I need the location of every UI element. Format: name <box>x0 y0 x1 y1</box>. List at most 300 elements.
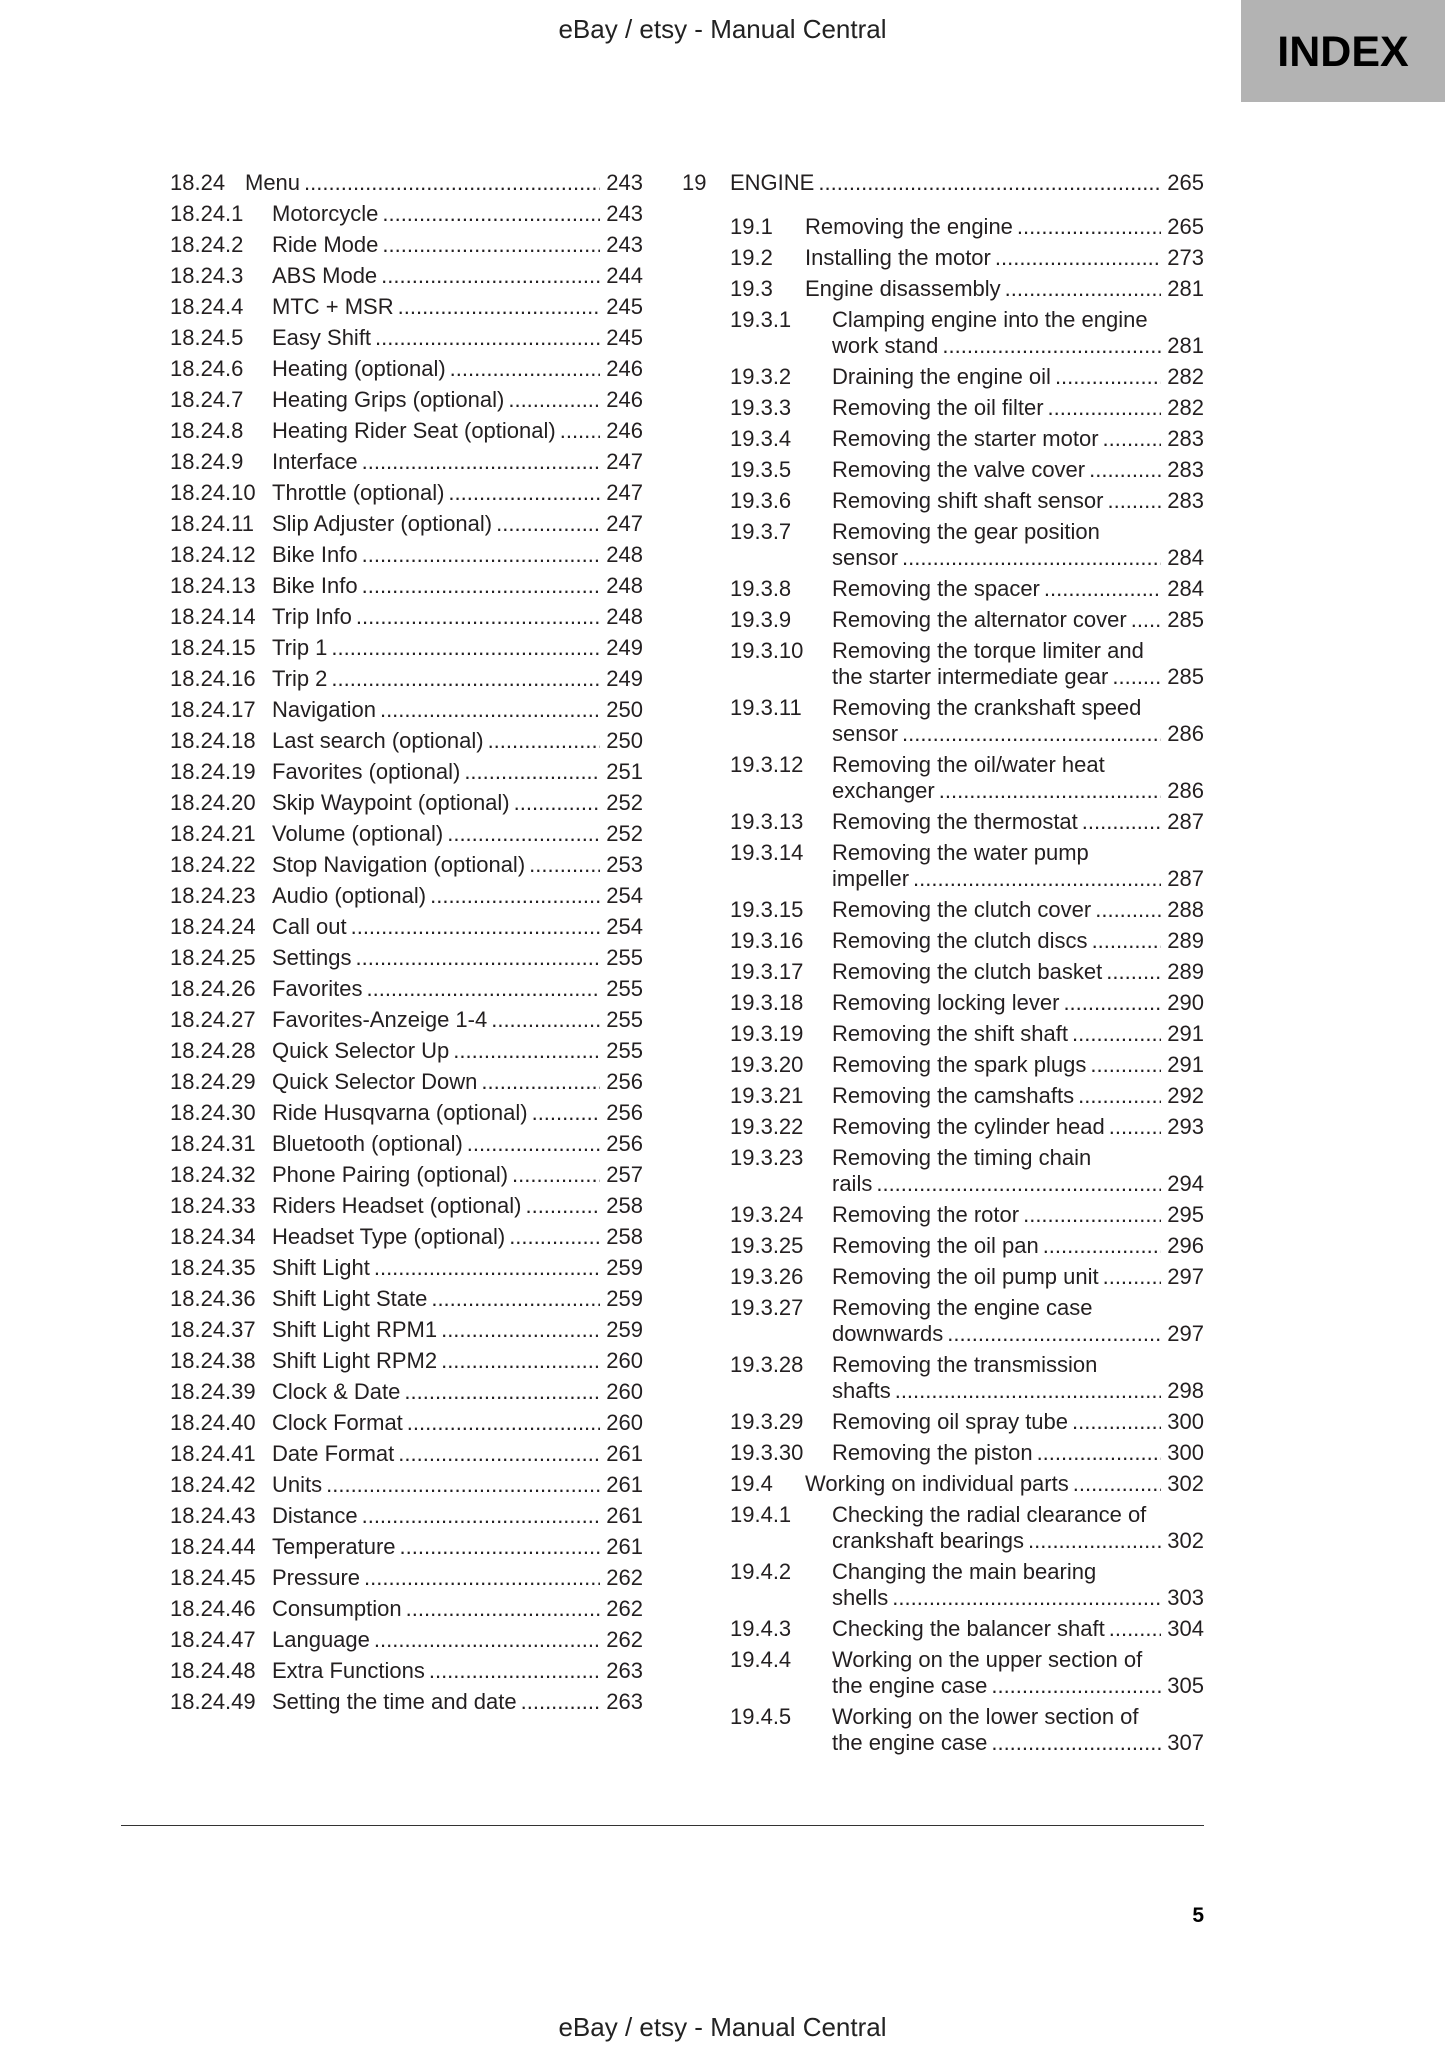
index-entry <box>730 1233 1204 1259</box>
entry-title: Distance <box>272 1503 358 1528</box>
entry-line <box>832 1114 1204 1140</box>
entry-line <box>272 573 643 599</box>
entry-title: shells <box>832 1585 889 1610</box>
entry-page: 263 <box>606 1689 643 1714</box>
entry-line <box>272 1503 643 1529</box>
entry-line <box>272 1534 643 1560</box>
entry-body <box>272 1348 643 1374</box>
entry-title: Removing the spacer <box>832 576 1040 601</box>
entry-body <box>832 364 1204 390</box>
entry-body <box>272 542 643 568</box>
entry-page: 283 <box>1167 488 1204 513</box>
entry-line <box>832 695 1204 721</box>
entry-body <box>272 294 643 320</box>
entry-body <box>272 201 643 227</box>
index-entry <box>170 821 643 847</box>
entry-title: Easy Shift <box>272 325 372 350</box>
entry-page: 281 <box>1167 333 1204 358</box>
index-entry <box>730 1647 1204 1699</box>
dot-leader <box>1037 1440 1162 1466</box>
entry-line <box>272 1658 643 1684</box>
entry-number: 19 <box>682 170 707 195</box>
entry-title: Removing the water pump <box>832 840 1089 865</box>
index-entry <box>730 457 1204 483</box>
entry-line <box>832 1704 1204 1730</box>
entry-title: ENGINE <box>730 170 815 195</box>
entry-title: Ride Mode <box>272 232 379 257</box>
entry-page: 297 <box>1167 1264 1204 1289</box>
entry-number: 19.3.17 <box>730 959 804 984</box>
entry-page: 282 <box>1167 364 1204 389</box>
entry-body <box>832 1647 1204 1699</box>
index-entry <box>170 263 643 289</box>
entry-page: 284 <box>1167 576 1204 601</box>
dot-leader <box>1072 1409 1161 1435</box>
entry-title: Phone Pairing (optional) <box>272 1162 509 1187</box>
entry-body <box>832 519 1204 571</box>
dot-leader <box>356 945 601 971</box>
entry-page: 246 <box>606 356 643 381</box>
entry-page: 260 <box>606 1379 643 1404</box>
dot-leader <box>496 511 600 537</box>
entry-number: 19.3.2 <box>730 364 792 389</box>
index-entry <box>730 1202 1204 1228</box>
entry-number: 19.3.24 <box>730 1202 804 1227</box>
dot-leader <box>521 1689 601 1715</box>
entry-number: 18.24.24 <box>170 914 256 939</box>
entry-title: shafts <box>832 1378 891 1403</box>
entry-body <box>832 1021 1204 1047</box>
entry-number: 18.24.5 <box>170 325 244 350</box>
entry-body <box>272 573 643 599</box>
dot-leader <box>1082 809 1162 835</box>
index-entry <box>170 945 643 971</box>
dot-leader <box>1103 1264 1162 1290</box>
index-entry <box>170 1038 643 1064</box>
entry-page: 247 <box>606 480 643 505</box>
entry-line <box>272 1441 643 1467</box>
entry-line <box>832 1083 1204 1109</box>
entry-number: 18.24.16 <box>170 666 256 691</box>
entry-line <box>272 852 643 878</box>
entry-line <box>272 511 643 537</box>
entry-number: 19.4.5 <box>730 1704 792 1729</box>
entry-body <box>272 914 643 940</box>
entry-number: 19.3.7 <box>730 519 792 544</box>
index-entry <box>730 1264 1204 1290</box>
index-entry <box>730 488 1204 514</box>
entry-line <box>272 635 643 661</box>
entry-number: 18.24.25 <box>170 945 256 970</box>
entry-title: Checking the radial clearance of <box>832 1502 1147 1527</box>
entry-line <box>805 245 1204 271</box>
dot-leader <box>398 294 601 320</box>
entry-title: Removing the oil pump unit <box>832 1264 1099 1289</box>
dot-leader <box>512 1162 600 1188</box>
entry-page: 255 <box>606 1007 643 1032</box>
entry-line <box>832 1352 1204 1378</box>
entry-line <box>832 395 1204 421</box>
index-entry <box>170 480 643 506</box>
entry-line <box>272 1007 643 1033</box>
entry-title: Audio (optional) <box>272 883 427 908</box>
entry-line <box>272 1379 643 1405</box>
entry-number: 18.24.30 <box>170 1100 256 1125</box>
entry-page: 286 <box>1167 721 1204 746</box>
dot-leader <box>509 1224 600 1250</box>
entry-body <box>832 1409 1204 1435</box>
entry-title: Removing the valve cover <box>832 457 1086 482</box>
entry-number: 19.3.18 <box>730 990 804 1015</box>
dot-leader <box>1131 607 1162 633</box>
entry-page: 263 <box>606 1658 643 1683</box>
entry-page: 265 <box>1167 214 1204 239</box>
entry-title: Removing the shift shaft <box>832 1021 1069 1046</box>
entry-line <box>272 418 643 444</box>
entry-number: 18.24.15 <box>170 635 256 660</box>
entry-line <box>832 638 1204 664</box>
entry-page: 291 <box>1167 1052 1204 1077</box>
entry-title: Bluetooth (optional) <box>272 1131 463 1156</box>
entry-number: 19.3.29 <box>730 1409 804 1434</box>
entry-body <box>832 395 1204 421</box>
entry-number: 18.24.39 <box>170 1379 256 1404</box>
entry-title: Removing the spark plugs <box>832 1052 1087 1077</box>
entry-title: Headset Type (optional) <box>272 1224 506 1249</box>
entry-body <box>272 1069 643 1095</box>
entry-page: 297 <box>1167 1321 1204 1346</box>
entry-body <box>832 1502 1204 1554</box>
entry-title: Removing the gear position <box>832 519 1100 544</box>
entry-page: 289 <box>1167 928 1204 953</box>
entry-title: Call out <box>272 914 347 939</box>
dot-leader <box>1055 364 1161 390</box>
page-number: 5 <box>1192 1904 1204 1927</box>
dot-leader <box>362 1503 601 1529</box>
index-entry <box>730 752 1204 804</box>
dot-leader <box>366 976 600 1002</box>
entry-title: Ride Husqvarna (optional) <box>272 1100 528 1125</box>
entry-page: 262 <box>606 1596 643 1621</box>
entry-number: 18.24.45 <box>170 1565 256 1590</box>
dot-leader <box>1090 1052 1161 1078</box>
entry-line <box>832 1021 1204 1047</box>
index-entry <box>730 1704 1204 1756</box>
entry-title: Removing the alternator cover <box>832 607 1127 632</box>
entry-number: 19.4.4 <box>730 1647 792 1672</box>
page-footer: eBay / etsy - Manual Central <box>558 2012 887 2042</box>
entry-page: 303 <box>1167 1585 1204 1610</box>
entry-number: 19.3.27 <box>730 1295 804 1320</box>
entry-body <box>272 604 643 630</box>
entry-page: 247 <box>606 511 643 536</box>
entry-line <box>832 1295 1204 1321</box>
dot-leader <box>374 1255 600 1281</box>
entry-body <box>832 1264 1204 1290</box>
entry-body <box>805 245 1204 271</box>
dot-leader <box>991 1673 1161 1699</box>
dot-leader <box>362 449 601 475</box>
entry-title: Trip 2 <box>272 666 328 691</box>
entry-line <box>272 945 643 971</box>
index-entry <box>170 356 643 382</box>
dot-leader <box>939 778 1162 804</box>
entry-body <box>272 1131 643 1157</box>
entry-title: Quick Selector Up <box>272 1038 450 1063</box>
entry-title: Removing the clutch discs <box>832 928 1088 953</box>
index-entry <box>170 1441 643 1467</box>
entry-number: 18.24.19 <box>170 759 256 784</box>
entry-page: 283 <box>1167 457 1204 482</box>
entry-page: 273 <box>1167 245 1204 270</box>
entry-line <box>832 778 1204 804</box>
entry-number: 18.24.47 <box>170 1627 256 1652</box>
dot-leader <box>453 1038 600 1064</box>
entry-number: 19.3.12 <box>730 752 804 777</box>
entry-number: 18.24.35 <box>170 1255 256 1280</box>
index-entry <box>730 1145 1204 1197</box>
entry-number: 18.24.9 <box>170 449 244 474</box>
entry-line <box>832 752 1204 778</box>
entry-line <box>272 1596 643 1622</box>
entry-line <box>832 1321 1204 1347</box>
index-entry <box>730 840 1204 892</box>
index-entry <box>730 1440 1204 1466</box>
entry-number: 18.24.3 <box>170 263 244 288</box>
entry-title: MTC + MSR <box>272 294 394 319</box>
entry-line <box>832 519 1204 545</box>
entry-number: 19.3.30 <box>730 1440 804 1465</box>
dot-leader <box>398 1441 600 1467</box>
entry-number: 18.24.7 <box>170 387 244 412</box>
entry-title: Removing the engine <box>805 214 1013 239</box>
entry-title: the engine case <box>832 1673 988 1698</box>
dot-leader <box>1112 664 1161 690</box>
entry-number: 18.24.34 <box>170 1224 256 1249</box>
entry-line <box>272 914 643 940</box>
entry-page: 285 <box>1167 664 1204 689</box>
entry-body <box>272 635 643 661</box>
entry-number: 18.24.20 <box>170 790 256 815</box>
index-entry <box>170 449 643 475</box>
entry-page: 290 <box>1167 990 1204 1015</box>
entry-line <box>272 697 643 723</box>
index-entry <box>730 519 1204 571</box>
entry-title: Removing the rotor <box>832 1202 1020 1227</box>
entry-body <box>272 1286 643 1312</box>
entry-body <box>832 638 1204 690</box>
entry-number: 18.24.2 <box>170 232 244 257</box>
entry-title: impeller <box>832 866 910 891</box>
entry-page: 256 <box>606 1100 643 1125</box>
dot-leader <box>362 542 601 568</box>
entry-page: 245 <box>606 294 643 319</box>
entry-number: 19.3.3 <box>730 395 792 420</box>
entry-body <box>272 1162 643 1188</box>
entry-line <box>832 928 1204 954</box>
dot-leader <box>942 333 1161 359</box>
entry-body <box>832 1295 1204 1347</box>
entry-title: Installing the motor <box>805 245 991 270</box>
index-entry <box>170 573 643 599</box>
entry-title: Clock & Date <box>272 1379 401 1404</box>
entry-page: 255 <box>606 945 643 970</box>
entry-line <box>832 488 1204 514</box>
entry-title: Stop Navigation (optional) <box>272 852 526 877</box>
entry-number: 18.24.31 <box>170 1131 256 1156</box>
entry-title: Changing the main bearing <box>832 1559 1097 1584</box>
entry-body <box>272 1193 643 1219</box>
page-header: eBay / etsy - Manual Central <box>558 14 887 44</box>
index-entry <box>170 1193 643 1219</box>
entry-body <box>832 1202 1204 1228</box>
entry-page: 285 <box>1167 607 1204 632</box>
entry-line <box>272 263 643 289</box>
dot-leader <box>407 1410 600 1436</box>
entry-body <box>272 852 643 878</box>
entry-title: Bike Info <box>272 573 358 598</box>
entry-body <box>272 325 643 351</box>
index-entry <box>730 1114 1204 1140</box>
entry-line <box>272 1689 643 1715</box>
entry-number: 18.24.38 <box>170 1348 256 1373</box>
index-entry <box>170 1410 643 1436</box>
entry-number: 19.3.4 <box>730 426 792 451</box>
entry-title: Removing the clutch basket <box>832 959 1103 984</box>
dot-leader <box>1028 1528 1161 1554</box>
entry-line <box>832 607 1204 633</box>
entry-body <box>272 728 643 754</box>
entry-line <box>832 840 1204 866</box>
entry-body <box>272 883 643 909</box>
entry-page: 258 <box>606 1224 643 1249</box>
index-entry <box>170 1007 643 1033</box>
entry-title: Setting the time and date <box>272 1689 517 1714</box>
entry-title: crankshaft bearings <box>832 1528 1024 1553</box>
entry-title: Removing the cylinder head <box>832 1114 1105 1139</box>
entry-number: 19.3.15 <box>730 897 804 922</box>
entry-body <box>832 809 1204 835</box>
entry-title: Trip 1 <box>272 635 328 660</box>
index-entry <box>170 1472 643 1498</box>
entry-title: sensor <box>832 545 899 570</box>
dot-leader <box>448 480 600 506</box>
entry-number: 19.3.21 <box>730 1083 804 1108</box>
entry-title: ABS Mode <box>272 263 378 288</box>
index-entry <box>730 364 1204 390</box>
entry-number: 19.4.2 <box>730 1559 792 1584</box>
entry-title: Removing oil spray tube <box>832 1409 1069 1434</box>
dot-leader <box>1048 395 1162 421</box>
entry-page: 300 <box>1167 1409 1204 1434</box>
entry-number: 18.24.36 <box>170 1286 256 1311</box>
index-entry <box>170 666 643 692</box>
index-entry <box>170 976 643 1002</box>
entry-title: Favorites-Anzeige 1-4 <box>272 1007 488 1032</box>
entry-number: 19.3.23 <box>730 1145 804 1170</box>
entry-title: the engine case <box>832 1730 988 1755</box>
entry-title: Temperature <box>272 1534 396 1559</box>
entry-body <box>272 976 643 1002</box>
entry-page: 287 <box>1167 809 1204 834</box>
entry-page: 246 <box>606 418 643 443</box>
entry-title: Throttle (optional) <box>272 480 445 505</box>
entry-body <box>272 1565 643 1591</box>
index-column-left <box>170 170 643 1720</box>
entry-number: 19.3.9 <box>730 607 792 632</box>
entry-page: 295 <box>1167 1202 1204 1227</box>
entry-body <box>272 1472 643 1498</box>
entry-body <box>272 232 643 258</box>
chapter-entry <box>682 170 1204 196</box>
entry-page: 259 <box>606 1317 643 1342</box>
index-entry <box>730 1616 1204 1642</box>
index-entry <box>170 1534 643 1560</box>
index-entry <box>170 759 643 785</box>
entry-body <box>832 695 1204 747</box>
index-entry <box>170 635 643 661</box>
entry-line <box>272 1627 643 1653</box>
entry-number: 18.24.4 <box>170 294 244 319</box>
entry-page: 243 <box>606 201 643 226</box>
entry-title: Pressure <box>272 1565 361 1590</box>
index-entry <box>170 387 643 413</box>
entry-line <box>832 1502 1204 1528</box>
entry-title: Shift Light RPM2 <box>272 1348 438 1373</box>
index-entry <box>170 728 643 754</box>
dot-leader <box>1109 1616 1162 1642</box>
dot-leader <box>404 1379 600 1405</box>
dot-leader <box>431 1286 600 1312</box>
entry-line <box>832 1202 1204 1228</box>
index-entry <box>730 928 1204 954</box>
dot-leader <box>400 1534 601 1560</box>
entry-body <box>272 1410 643 1436</box>
entry-title: sensor <box>832 721 899 746</box>
index-entry <box>730 809 1204 835</box>
entry-line <box>832 990 1204 1016</box>
dot-leader <box>382 201 600 227</box>
entry-body <box>832 897 1204 923</box>
entry-page: 252 <box>606 821 643 846</box>
entry-page: 286 <box>1167 778 1204 803</box>
entry-line <box>272 356 643 382</box>
entry-page: 287 <box>1167 866 1204 891</box>
entry-number: 18.24.13 <box>170 573 256 598</box>
entry-body <box>832 1083 1204 1109</box>
dot-leader <box>362 573 601 599</box>
entry-body <box>832 990 1204 1016</box>
dot-leader <box>1073 1471 1162 1497</box>
dot-leader <box>947 1321 1161 1347</box>
entry-body <box>272 1007 643 1033</box>
entry-line <box>272 1255 643 1281</box>
entry-number: 19.3.16 <box>730 928 804 953</box>
entry-number: 19.2 <box>730 245 773 270</box>
entry-title: Removing the clutch cover <box>832 897 1092 922</box>
entry-number: 18.24.37 <box>170 1317 256 1342</box>
index-entry <box>730 307 1204 359</box>
entry-page: 302 <box>1167 1471 1204 1496</box>
dot-leader <box>1107 488 1161 514</box>
entry-page: 259 <box>606 1255 643 1280</box>
entry-line <box>272 728 643 754</box>
entry-line <box>832 364 1204 390</box>
entry-number: 18.24.1 <box>170 201 244 226</box>
index-entry <box>170 852 643 878</box>
entry-line <box>832 897 1204 923</box>
entry-title: Trip Info <box>272 604 352 629</box>
